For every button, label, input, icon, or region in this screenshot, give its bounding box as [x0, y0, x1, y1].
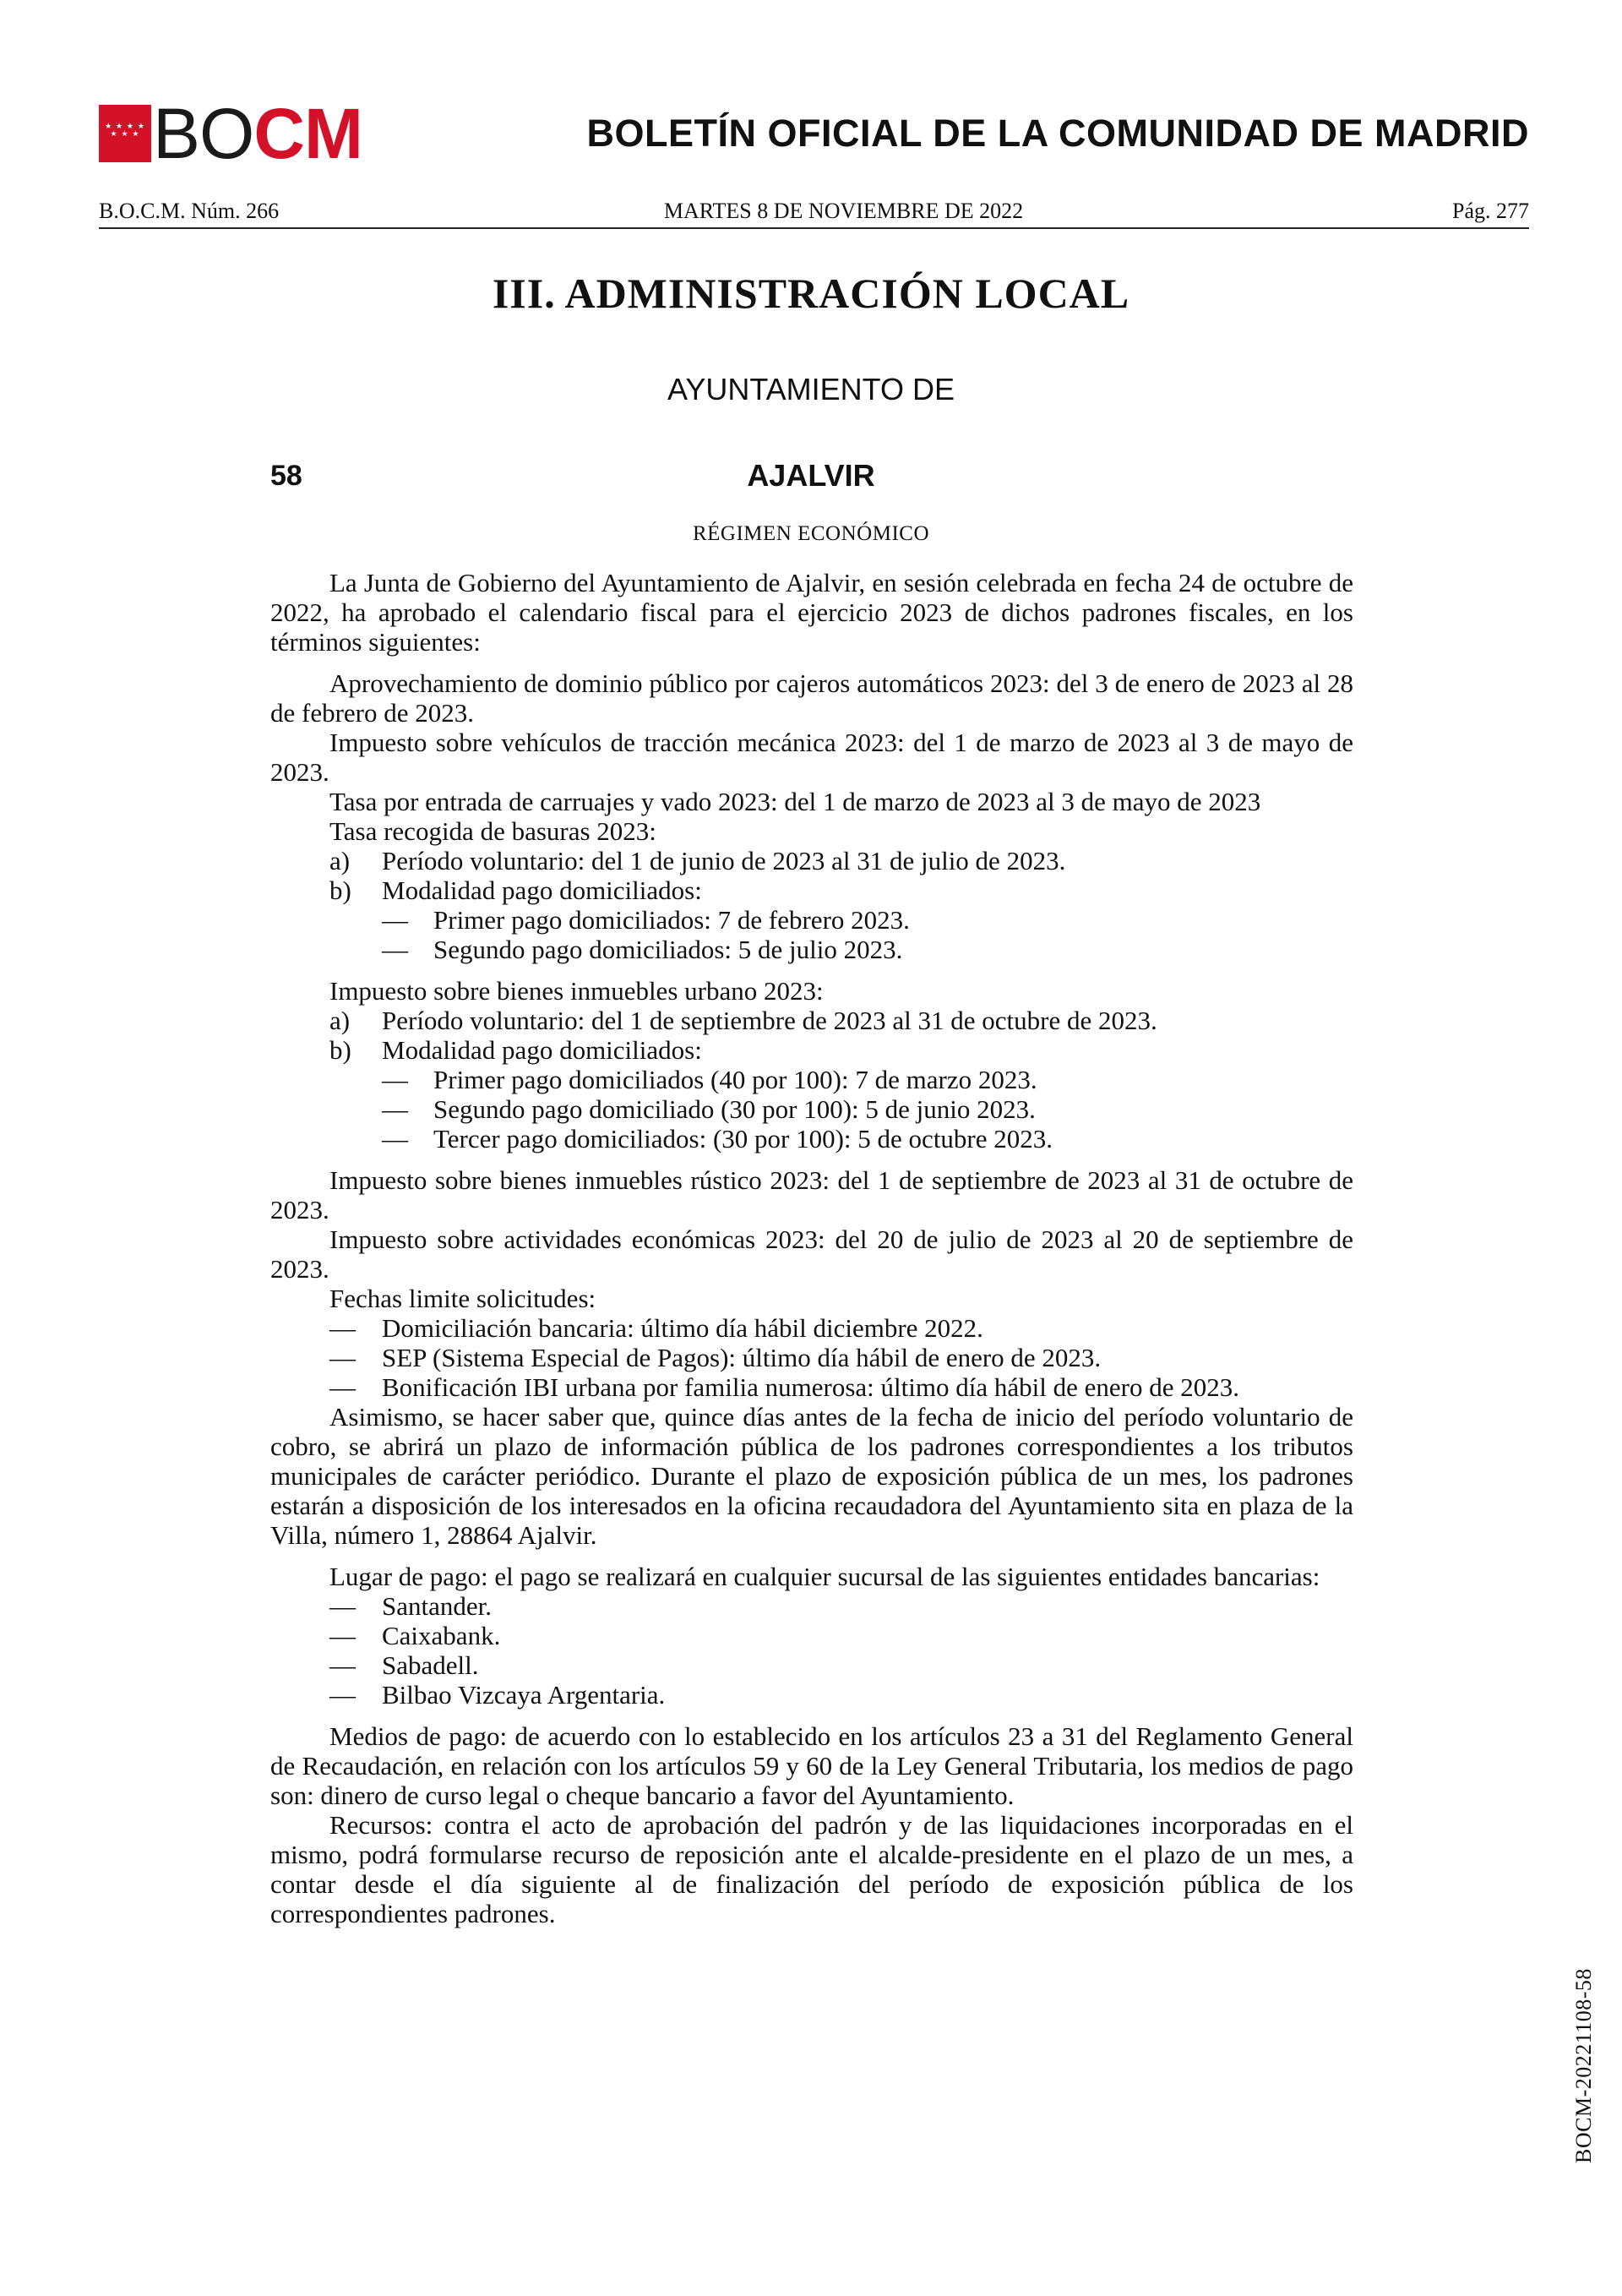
bank-item	[270, 1680, 1353, 1710]
paragraph-basuras: Tasa recogida de basuras 2023:	[329, 816, 656, 846]
dash-marker: —	[329, 1680, 356, 1710]
dash-marker: —	[382, 1124, 408, 1153]
madrid-flag-icon: ★ ★ ★ ★ ★ ★ ★	[99, 105, 151, 162]
header-divider	[99, 227, 1529, 229]
logo-text-bo: BO	[153, 94, 254, 173]
sub-list-item-text: Segundo pago domiciliado (30 por 100): 5 de junio 2023.	[433, 1094, 1036, 1124]
deadline-item	[270, 1343, 1353, 1372]
issue-number: B.O.C.M. Núm. 266	[99, 199, 280, 223]
dash-marker: —	[382, 1094, 408, 1124]
sub-list-item-text: Segundo pago domiciliados: 5 de julio 2023.	[433, 935, 903, 964]
announcement-body	[270, 568, 1353, 1928]
list-marker: a)	[329, 846, 351, 875]
subject-heading: RÉGIMEN ECONÓMICO	[692, 522, 930, 545]
dash-marker: —	[329, 1650, 356, 1680]
town-name: AJALVIR	[747, 458, 875, 493]
sub-list-item	[270, 1094, 1353, 1124]
sub-list-item-text: Primer pago domiciliados: 7 de febrero 2023.	[433, 905, 910, 935]
paragraph-vehiculos: Impuesto sobre vehículos de tracción mecánica 2023: del 1 de marzo de 2023 al 3 de mayo de 2023.	[270, 728, 1353, 787]
paragraph-iae: Impuesto sobre actividades económicas 2023: del 20 de julio de 2023 al 20 de septiembre de 2023.	[270, 1224, 1353, 1284]
dash-marker: —	[329, 1313, 356, 1343]
paragraph-cajeros: Aprovechamiento de dominio público por cajeros automáticos 2023: del 3 de enero de 2023 al 28 de febrero de 2023.	[270, 668, 1353, 728]
intro-paragraph: La Junta de Gobierno del Ayuntamiento de Ajalvir, en sesión celebrada en fecha 24 de octubre de 2022, ha aprobado el calendario fiscal para el ejercicio 2023 de dichos padrones fiscales, en los términos siguientes:	[270, 568, 1353, 657]
sub-list-item	[270, 935, 1353, 964]
paragraph-fechas: Fechas limite solicitudes:	[329, 1284, 596, 1313]
logo-text-cm: CM	[253, 94, 363, 173]
paragraph-ibi-urbano: Impuesto sobre bienes inmuebles urbano 2023:	[329, 976, 824, 1006]
bank-name: Santander.	[382, 1591, 492, 1621]
paragraph-recursos: Recursos: contra el acto de aprobación del padrón y de las liquidaciones incorporadas en el mismo, podrá formularse recurso de reposición ante el alcalde-presidente en el plazo de un mes, a contar desde el día siguiente al de finalización del período de exposición pública de los correspondientes padrones.	[270, 1810, 1353, 1928]
paragraph-asimismo: Asimismo, se hacer saber que, quince días antes de la fecha de inicio del período voluntario de cobro, se abrirá un plazo de información pública de los padrones correspondientes a los tributos municipales de carácter periódico. Durante el plazo de exposición pública de un mes, los padrones estarán a disposición de los interesados en la oficina recaudadora del Ayuntamiento sita en plaza de la Villa, número 1, 28864 Ajalvir.	[270, 1402, 1353, 1550]
sub-list-item	[270, 905, 1353, 935]
bank-name: Caixabank.	[382, 1621, 501, 1650]
bocm-logo	[99, 94, 363, 173]
deadline-item-text: SEP (Sistema Especial de Pagos): último día hábil de enero de 2023.	[382, 1343, 1102, 1372]
bank-name: Bilbao Vizcaya Argentaria.	[382, 1680, 666, 1710]
deadline-item-text: Domiciliación bancaria: último día hábil diciembre 2022.	[382, 1313, 983, 1343]
bank-item	[270, 1591, 1353, 1621]
list-marker: b)	[329, 1035, 351, 1065]
paragraph-medios-pago: Medios de pago: de acuerdo con lo establecido en los artículos 23 a 31 del Reglamento General de Recaudación, en relación con los artículos 59 y 60 de la Ley General Tributaria, los medios de pago son: dinero de curso legal o cheque bancario a favor del Ayuntamiento.	[270, 1721, 1353, 1810]
list-item-text: Modalidad pago domiciliados:	[382, 1035, 702, 1065]
list-item-text: Período voluntario: del 1 de septiembre de 2023 al 31 de octubre de 2023.	[382, 1006, 1157, 1035]
dash-marker: —	[329, 1621, 356, 1650]
deadline-item-text: Bonificación IBI urbana por familia numerosa: último día hábil de enero de 2023.	[382, 1372, 1239, 1402]
dash-marker: —	[329, 1591, 356, 1621]
sub-list-item-text: Tercer pago domiciliados: (30 por 100): 5 de octubre 2023.	[433, 1124, 1053, 1153]
list-item	[270, 875, 1353, 905]
list-item-text: Período voluntario: del 1 de junio de 2023 al 31 de julio de 2023.	[382, 846, 1066, 875]
bank-item	[270, 1650, 1353, 1680]
dash-marker: —	[329, 1343, 356, 1372]
sub-list-item-text: Primer pago domiciliados (40 por 100): 7 de marzo 2023.	[433, 1065, 1037, 1094]
list-item	[270, 1006, 1353, 1035]
page-number: Pág. 277	[1452, 199, 1529, 223]
list-item	[270, 1035, 1353, 1065]
dash-marker: —	[382, 935, 408, 964]
logo-wordmark	[153, 94, 363, 173]
council-label: AYUNTAMIENTO DE	[667, 372, 955, 406]
deadline-item	[270, 1313, 1353, 1343]
sub-list-item	[270, 1124, 1353, 1153]
paragraph-carruajes: Tasa por entrada de carruajes y vado 2023: del 1 de marzo de 2023 al 3 de mayo de 2023	[329, 787, 1261, 816]
sub-list-item	[270, 1065, 1353, 1094]
issue-meta-row	[99, 198, 1529, 226]
dash-marker: —	[382, 1065, 408, 1094]
gazette-title: BOLETÍN OFICIAL DE LA COMUNIDAD DE MADRID	[586, 112, 1529, 155]
bank-item	[270, 1621, 1353, 1650]
dash-marker: —	[329, 1372, 356, 1402]
list-marker: a)	[329, 1006, 351, 1035]
issue-date: MARTES 8 DE NOVIEMBRE DE 2022	[663, 199, 1024, 223]
bank-name: Sabadell.	[382, 1650, 479, 1680]
paragraph-ibi-rustico: Impuesto sobre bienes inmuebles rústico 2023: del 1 de septiembre de 2023 al 31 de octubre de 2023.	[270, 1165, 1353, 1224]
list-item	[270, 846, 1353, 875]
deadline-item	[270, 1372, 1353, 1402]
dash-marker: —	[382, 905, 408, 935]
paragraph-lugar-pago: Lugar de pago: el pago se realizará en cualquier sucursal de las siguientes entidades bancarias:	[329, 1562, 1320, 1591]
side-reference-code: BOCM-20221108-58	[1571, 1968, 1596, 2163]
list-item-text: Modalidad pago domiciliados:	[382, 875, 702, 905]
announcement-number: 58	[270, 460, 302, 492]
list-marker: b)	[329, 875, 351, 905]
section-heading: III. ADMINISTRACIÓN LOCAL	[492, 270, 1130, 317]
